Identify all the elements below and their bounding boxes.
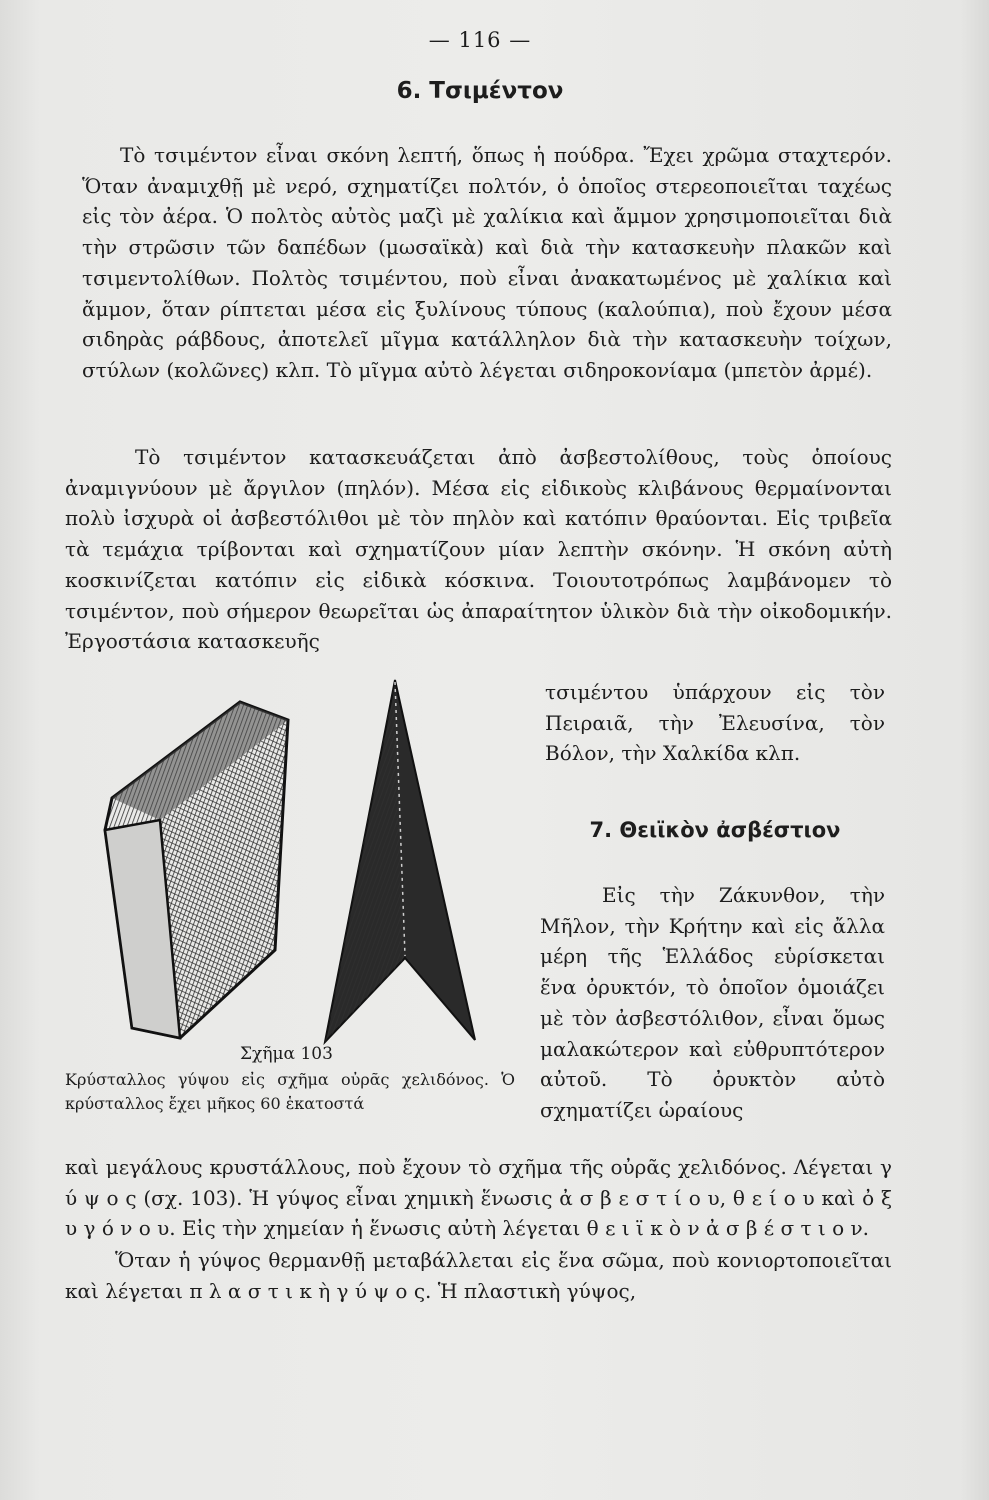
- paragraph-gypsum-locations: Εἰς τὴν Ζάκυνθον, τὴν Μῆλον, τὴν Κρήτην καὶ εἰς ἄλλα μέρη τῆς Ἑλλάδος εὑρίσκεται ἕνα ὀρυκτόν, τὸ ὁποῖον ὁμοιάζει μὲ τὸν ἀσβεστόλιθον, εἶναι ὅμως μαλακώτερον καὶ εὐθρυπτότερον αὐτοῦ. Τὸ ὀρυκτὸν αὐτὸ σχηματίζει ὡραίους: [540, 883, 885, 1122]
- paragraph-plaster: Ὅταν ἡ γύψος θερμανθῇ μεταβάλλεται εἰς ἕνα σῶμα, ποὺ κονιορτοποιεῖται καὶ λέγεται π λ α σ τ ι κ ὴ γ ύ ψ ο ς. Ἡ πλαστικὴ γύψος,: [65, 1248, 892, 1303]
- section-title-gypsum: 7. Θειϊκὸν ἀσβέστιον: [589, 818, 841, 842]
- prism-crystal-drawing: [105, 702, 288, 1038]
- paragraph-cement-manufacture: Τὸ τσιμέντον κατασκευάζεται ἀπὸ ἀσβεστολίθους, τοὺς ὁποίους ἀναμιγνύουν μὲ ἄργιλον (πηλόν). Μέσα εἰς εἰδικοὺς κλιβάνους θερμαίνονται πολὺ ἰσχυρὰ οἱ ἀσβεστόλιθοι μὲ τὸν πηλὸν καὶ κατόπιν θραύονται. Εἰς τριβεῖα τὰ τεμάχια τρίβονται καὶ σχηματίζουν μίαν λεπτὴν σκόνην. Ἡ σκόνη αὐτὴ κοσκινίζεται κατόπιν εἰς εἰδικὰ κόσκινα. Τοιουτοτρόπως λαμβάνομεν τὸ τσιμέντον, ποὺ σήμερον θεωρεῖται ὡς ἀπαραίτητον ὑλικὸν διὰ τὴν οἰκοδομικήν. Ἐργοστάσια κατασκευῆς: [65, 445, 892, 654]
- page-number: — 116 —: [428, 28, 532, 52]
- figure-gypsum-crystals: [60, 670, 530, 1050]
- paragraph-cement-properties: Τὸ τσιμέντον εἶναι σκόνη λεπτή, ὅπως ἡ πούδρα. Ἔχει χρῶμα σταχτερόν. Ὅταν ἀναμιχθῇ μὲ νερό, σχηματίζει πολτόν, ὁ ὁποῖος στερεοποιεῖται ταχέως εἰς τὸν ἀέρα. Ὁ πολτὸς αὐτὸς μαζὶ μὲ χαλίκια καὶ ἄμμον χρησιμοποιεῖται διὰ τὴν στρῶσιν τῶν δαπέδων (μωσαϊκὰ) καὶ διὰ τὴν κατασκευὴν πλακῶν καὶ τσιμεντολίθων. Πολτὸς τσιμέντου, ποὺ εἶναι ἀνακατωμένος μὲ χαλίκια καὶ ἄμμον, ὅταν ρίπτεται μέσα εἰς ξυλίνους τύπους (καλούπια), ποὺ ἔχουν μέσα σιδηρὰς ράβδους, ἀποτελεῖ μῖγμα κατάλληλον διὰ τὴν κατασκευὴν τοίχων, στύλων (κολῶνες) κλπ. Τὸ μῖγμα αὐτὸ λέγεται σιδηροκονίαμα (μπετὸν ἀρμέ).: [82, 143, 892, 382]
- figure-title: Σχῆμα 103: [240, 1044, 333, 1064]
- paragraph-gypsum-definition: καὶ μεγάλους κρυστάλλους, ποὺ ἔχουν τὸ σχῆμα τῆς οὐρᾶς χελιδόνος. Λέγεται γ ύ ψ ο ς (σχ. 103). Ἡ γύψος εἶναι χημικὴ ἕνωσις ἀ σ β ε σ τ ί ο υ, θ ε ί ο υ καὶ ὀ ξ υ γ ό ν ο υ. Εἰς τὴν χημείαν ἡ ἕνωσις αὐτὴ λέγεται θ ε ι ϊ κ ὸ ν ἀ σ β έ σ τ ι ο ν.: [65, 1155, 892, 1241]
- figure-caption: Κρύσταλλος γύψου εἰς σχῆμα οὐρᾶς χελιδόνος. Ὁ κρύσταλλος ἔχει μῆκος 60 ἑκατοστά: [65, 1070, 515, 1113]
- swallowtail-crystal-drawing: [325, 680, 475, 1042]
- gypsum-crystal-illustration: [60, 670, 530, 1050]
- section-title-cement: 6. Τσιμέντον: [396, 78, 564, 104]
- paragraph-cement-factories: τσιμέντου ὑπάρχουν εἰς τὸν Πειραιᾶ, τὴν Ἐλευσίνα, τὸν Βόλον, τὴν Χαλκίδα κλπ.: [545, 680, 885, 766]
